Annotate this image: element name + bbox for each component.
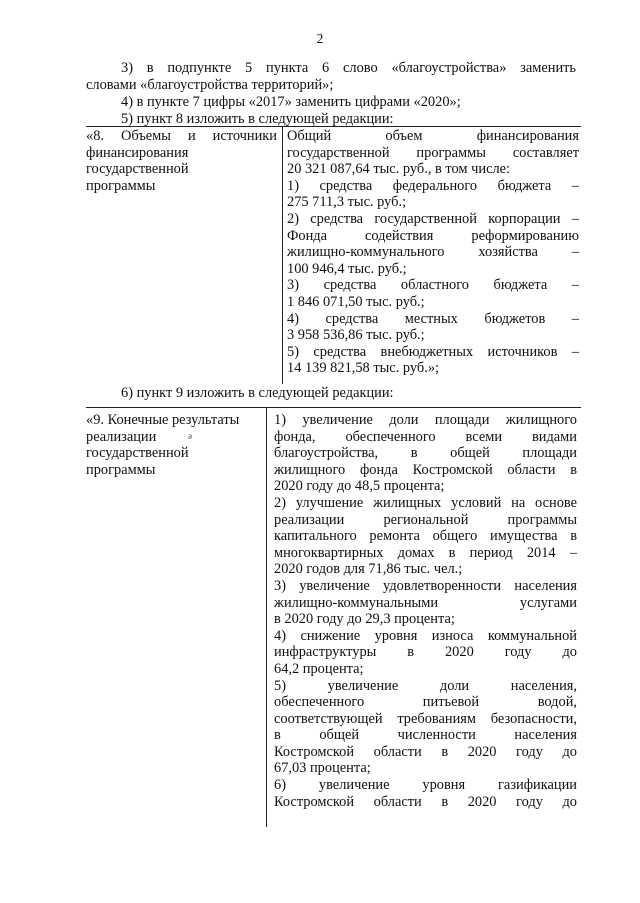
paragraph-item-6: [121, 385, 394, 402]
table-content-line: 100 946,4 тыс. руб.;: [287, 260, 407, 277]
table8-column-divider: [282, 126, 283, 384]
table-content-line: 20 321 087,64 тыс. руб., в том числе:: [287, 161, 511, 178]
table8-content: [287, 128, 579, 377]
table-label-line: реализации: [86, 428, 157, 445]
table9-top-border: [86, 407, 581, 408]
table-content-line: 64,2 процента;: [274, 660, 364, 677]
table-content-line: государственной программы составляет: [287, 144, 579, 161]
table-content-line: Костромской области в 2020 году до: [274, 743, 577, 760]
page-number: 2: [316, 31, 324, 46]
table-label-line: «8. Объемы и источники: [86, 128, 277, 144]
table-content-line: фонда, обеспеченного всеми видами: [274, 428, 577, 445]
table-content-line: 6) увеличение уровня газификации: [274, 777, 577, 794]
table-content-line: 2) улучшение жилищных условий на основе: [274, 494, 577, 511]
table-content-line: в общей численности населения: [274, 727, 577, 744]
table-content-line: 3 958 536,86 тыс. руб.;: [287, 327, 425, 344]
paragraph-line: 6) пункт 9 изложить в следующей редакции:: [121, 385, 394, 401]
table-content-line: капитального ремонта общего имущества в: [274, 528, 577, 545]
paragraph-line: 5) пункт 8 изложить в следующей редакции:: [121, 111, 394, 127]
table-label-line: программы: [86, 461, 156, 478]
table-content-line: многоквартирных домах в период 2014 –: [274, 544, 577, 561]
table-content-line: жилищно-коммунального хозяйства –: [287, 244, 579, 261]
table-content-line: 2020 году до 48,5 процента;: [274, 478, 445, 495]
paragraph-line: 4) в пункте 7 цифры «2017» заменить цифрами «2020»;: [121, 94, 461, 110]
table-content-line: 1) средства федерального бюджета –: [287, 177, 579, 194]
table-content-line: 5) средства внебюджетных источников –: [287, 343, 579, 360]
table-content-line: 1) увеличение доли площади жилищного: [274, 412, 577, 428]
table-content-line: Фонда содействия реформированию: [287, 227, 579, 244]
table8-top-border: [86, 126, 581, 127]
table-content-line: 4) снижение уровня износа коммунальной: [274, 627, 577, 644]
table-content-line: инфраструктуры в 2020 году до: [274, 644, 577, 661]
table-content-line: жилищно-коммунальными услугами: [274, 594, 577, 611]
table-content-line: 4) средства местных бюджетов –: [287, 310, 579, 327]
table-content-line: 3) увеличение удовлетворенности населения: [274, 577, 577, 594]
table-content-line: соответствующей требованиям безопасности,: [274, 710, 577, 727]
table-label-line: государственной: [86, 161, 189, 178]
table-content-line: 2020 годов для 71,86 тыс. чел.;: [274, 561, 463, 578]
table-content-line: реализации региональной программы: [274, 511, 577, 528]
table-content-line: 2) средства государственной корпорации –: [287, 210, 579, 227]
table9-label: [86, 412, 262, 478]
table-content-line: 67,03 процента;: [274, 760, 371, 777]
table-content-line: в 2020 году до 29,3 процента;: [274, 611, 455, 628]
table9-content: [274, 412, 577, 810]
table-content-line: Костромской области в 2020 году до: [274, 793, 577, 810]
table-content-line: жилищного фонда Костромской области в: [274, 461, 577, 478]
table-content-line: благоустройства, в общей площади: [274, 445, 577, 462]
paragraph-line: 3) в подпункте 5 пункта 6 слово «благоустройства» заменить: [121, 60, 576, 76]
paragraph-item-3: [86, 60, 576, 93]
table-content-line: 1 846 071,50 тыс. руб.;: [287, 293, 425, 310]
table-content-line: Общий объем финансирования: [287, 128, 579, 144]
table-content-line: обеспеченного питьевой водой,: [274, 694, 577, 711]
table-content-line: 14 139 821,58 тыс. руб.»;: [287, 360, 440, 377]
paragraph-line: словами «благоустройства территорий»;: [86, 76, 334, 93]
table-label-line: программы: [86, 177, 156, 194]
table-label-line: финансирования: [86, 144, 189, 161]
table-content-line: 5) увеличение доли населения,: [274, 677, 577, 694]
table-label-line: «9. Конечные результаты: [86, 412, 240, 428]
paragraph-item-4: [121, 94, 461, 111]
table-content-line: 3) средства областного бюджета –: [287, 277, 579, 294]
table9-column-divider: [266, 407, 267, 827]
table8-label: [86, 128, 277, 194]
table-label-line: государственной: [86, 445, 189, 462]
table-content-line: 275 711,3 тыс. руб.;: [287, 194, 407, 211]
scan-speck: ə: [188, 431, 192, 441]
